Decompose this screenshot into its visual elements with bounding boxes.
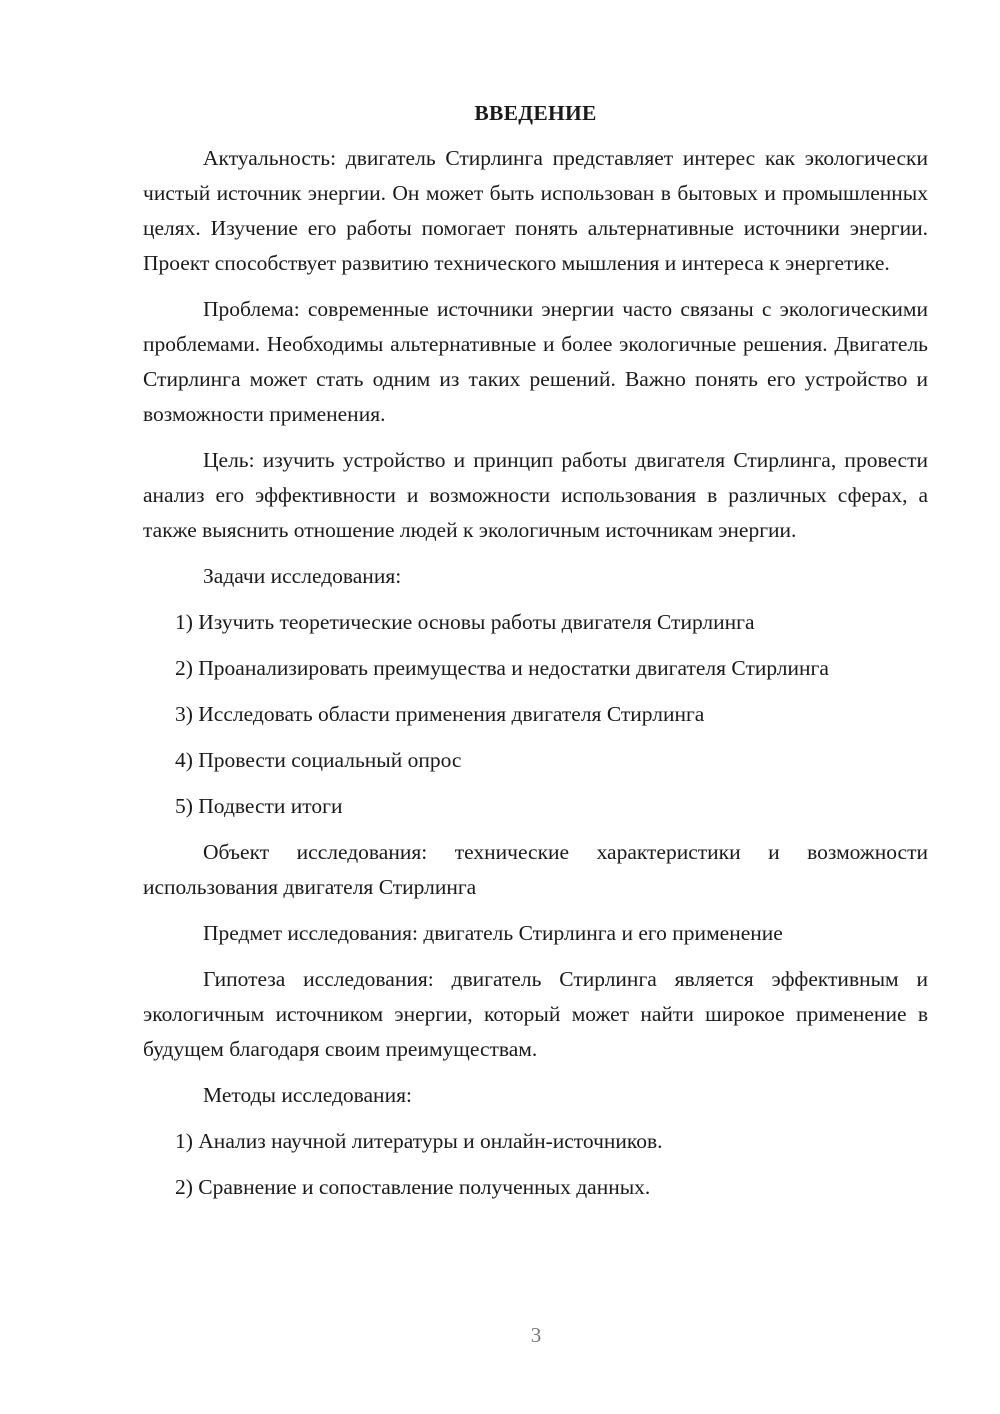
paragraph-subject: Предмет исследования: двигатель Стирлинга и его применение <box>203 921 783 945</box>
paragraph-tasks-heading: Задачи исследования: <box>203 564 402 588</box>
paragraph-hypothesis: Гипотеза исследования: двигатель Стирлинга является эффективным и экологичным источником энергии, который может найти широкое применение в будущем благодаря своим преимуществам. <box>143 967 928 1061</box>
paragraph-object: Объект исследования: технические характеристики и возможности использования двигателя Стирлинга <box>143 840 928 899</box>
paragraph-problem: Проблема: современные источники энергии часто связаны с экологическими проблемами. Необходимы альтернативные и более экологичные решения. Двигатель Стирлинга может стать одним из таких решений. Важно понять его устройство и возможности применения. <box>143 297 928 426</box>
task-item-4: 4) Провести социальный опрос <box>175 748 462 772</box>
document-page <box>143 96 928 1216</box>
method-item-1: 1) Анализ научной литературы и онлайн-источников. <box>175 1129 663 1153</box>
paragraph-goal: Цель: изучить устройство и принцип работы двигателя Стирлинга, провести анализ его эффективности и возможности использования в различных сферах, а также выяснить отношение людей к экологичным источникам энергии. <box>143 448 928 542</box>
paragraph-relevance: Актуальность: двигатель Стирлинга представляет интерес как экологически чистый источник энергии. Он может быть использован в бытовых и промышленных целях. Изучение его работы помогает понять альтернативные источники энергии. Проект способствует развитию технического мышления и интереса к энергетике. <box>143 146 928 275</box>
paragraph-methods-heading: Методы исследования: <box>203 1083 412 1107</box>
method-item-2: 2) Сравнение и сопоставление полученных данных. <box>175 1175 651 1199</box>
task-item-3: 3) Исследовать области применения двигателя Стирлинга <box>175 702 705 726</box>
task-item-1: 1) Изучить теоретические основы работы двигателя Стирлинга <box>175 610 755 634</box>
section-title: ВВЕДЕНИЕ <box>474 101 597 125</box>
task-item-2: 2) Проанализировать преимущества и недостатки двигателя Стирлинга <box>175 656 829 680</box>
page-number: 3 <box>530 1323 542 1347</box>
task-item-5: 5) Подвести итоги <box>175 794 343 818</box>
